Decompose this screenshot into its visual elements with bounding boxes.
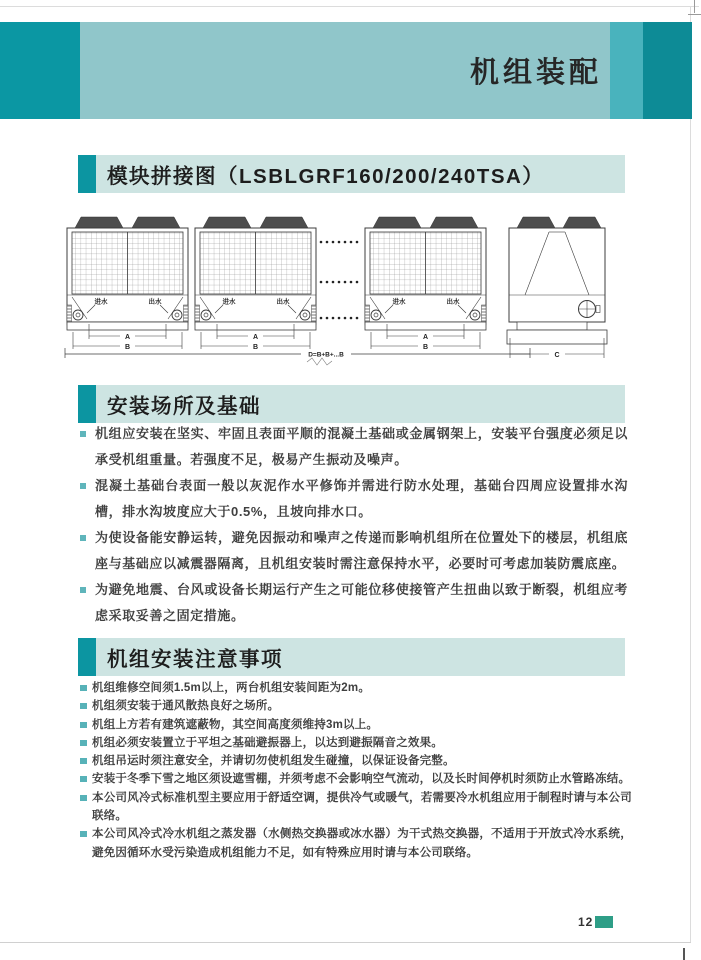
- list-item: [80, 421, 628, 473]
- list-item: [80, 525, 628, 577]
- bullet-square-icon: [80, 703, 87, 709]
- list-item-text: 为使设备能安静运转，避免因振动和噪声之传递而影响机组所在位置处下的楼层，机组底座与基础应以减震器隔离，且机组安装时需注意保持水平，必要时可考虑加装防震底座。: [95, 530, 628, 571]
- list-item: [80, 734, 632, 752]
- module-unit-2: [195, 217, 316, 351]
- list-item: [80, 577, 628, 629]
- dimension-d-label: D=B+B+...B: [308, 351, 344, 359]
- crop-mark-top-right-vertical: [694, 0, 695, 13]
- installation-notes-bullet-list: [80, 679, 632, 862]
- page-number: 12: [578, 915, 594, 929]
- section-title: 模块拼接图（LSBLGRF160/200/240TSA）: [107, 165, 545, 188]
- list-item-text: 混凝土基础台表面一般以灰泥作水平修饰并需进行防水处理，基础台四周应设置排水沟槽，排水沟坡度应大于0.5%，且坡向排水口。: [95, 478, 628, 519]
- page-edge-right: [690, 6, 691, 942]
- bullet-square-icon: [80, 740, 87, 746]
- section-header-installation-notes: [78, 638, 625, 676]
- section-header-module-diagram: [78, 155, 625, 193]
- page-title: 机组装配: [469, 57, 602, 89]
- list-item-text: 本公司风冷式冷水机组之蒸发器（水侧热交换器或冰水器）为干式热交换器，不适用于开放式冷水系统，避免因循环水受污染造成机组能力不足，如有特殊应用时请与本公司联络。: [92, 828, 632, 859]
- bullet-square-icon: [80, 431, 86, 437]
- list-item-text: 本公司风冷式标准机型主要应用于舒适空调，提供冷气或暖气，若需要冷水机组应用于制程时请与本公司联络。: [92, 791, 632, 823]
- bullet-square-icon: [80, 587, 86, 593]
- total-dimension: [65, 348, 530, 365]
- list-item: [80, 716, 632, 734]
- page-edge-bottom: [0, 942, 691, 943]
- module-side-view: [507, 217, 607, 359]
- section-square-icon: [78, 155, 96, 193]
- crop-mark-top-right-horizontal: [688, 14, 701, 15]
- list-item-text: 为避免地震、台风或设备长期运行产生之可能位移使接管产生扭曲以致于断裂，机组应考虑采取妥善之固定措施。: [95, 582, 628, 623]
- bullet-square-icon: [80, 776, 87, 782]
- dimension-c-label: C: [554, 352, 560, 359]
- list-item: [80, 473, 628, 525]
- bullet-square-icon: [80, 535, 86, 541]
- banner-left-block: [0, 22, 80, 119]
- list-item: [80, 770, 632, 788]
- bullet-square-icon: [80, 831, 87, 837]
- page-number-block: [578, 915, 613, 929]
- list-item-text: 机组上方若有建筑遮蔽物，其空间高度须维持3m以上。: [92, 718, 379, 731]
- list-item-text: 机组须安装于通风散热良好之场所。: [92, 700, 280, 713]
- section-header-installation-site: [78, 385, 625, 423]
- installation-site-bullet-list: [80, 421, 628, 629]
- bullet-square-icon: [80, 483, 86, 489]
- section-title: 机组安装注意事项: [107, 648, 283, 671]
- crop-mark-bottom-right: [683, 948, 685, 960]
- bullet-square-icon: [80, 685, 87, 691]
- page-number-marker: [595, 916, 613, 928]
- banner-medium-block: [610, 22, 643, 119]
- page-edge-top: [0, 6, 699, 7]
- list-item: [80, 697, 632, 715]
- bullet-square-icon: [80, 758, 87, 764]
- list-item-text: 机组吊运时须注意安全，并请切勿使机组发生碰撞，以保证设备完整。: [92, 755, 455, 768]
- bullet-square-icon: [80, 795, 87, 801]
- list-item-text: 安装于冬季下雪之地区须设遮雪棚，并须考虑不会影响空气流动，以及长时间停机时须防止水管路冻结。: [92, 773, 631, 786]
- banner-bar: [80, 22, 610, 119]
- list-item: [80, 752, 632, 770]
- list-item-text: 机组维修空间须1.5m以上，两台机组安装间距为2m。: [92, 682, 371, 694]
- list-item-text: 机组应安装在坚实、牢固且表面平顺的混凝土基础或金属钢架上，安装平台强度必须足以承受机组重量。若强度不足，极易产生振动及噪声。: [95, 426, 628, 467]
- list-item: [80, 825, 632, 862]
- module-unit-1: [67, 217, 188, 351]
- section-square-icon: [78, 638, 96, 676]
- list-item-text: 机组必须安装置立于平坦之基础避振器上，以达到避振隔音之效果。: [92, 736, 443, 749]
- list-item: [80, 789, 632, 826]
- banner-deep-block: [643, 22, 692, 119]
- list-item: [80, 679, 632, 697]
- continuation-dots: [320, 241, 359, 320]
- module-assembly-diagram: A B D=B+B+...B C: [55, 212, 635, 374]
- bullet-square-icon: [80, 722, 87, 728]
- section-square-icon: [78, 385, 96, 423]
- section-title: 安装场所及基础: [107, 395, 261, 418]
- module-unit-3: [365, 217, 486, 351]
